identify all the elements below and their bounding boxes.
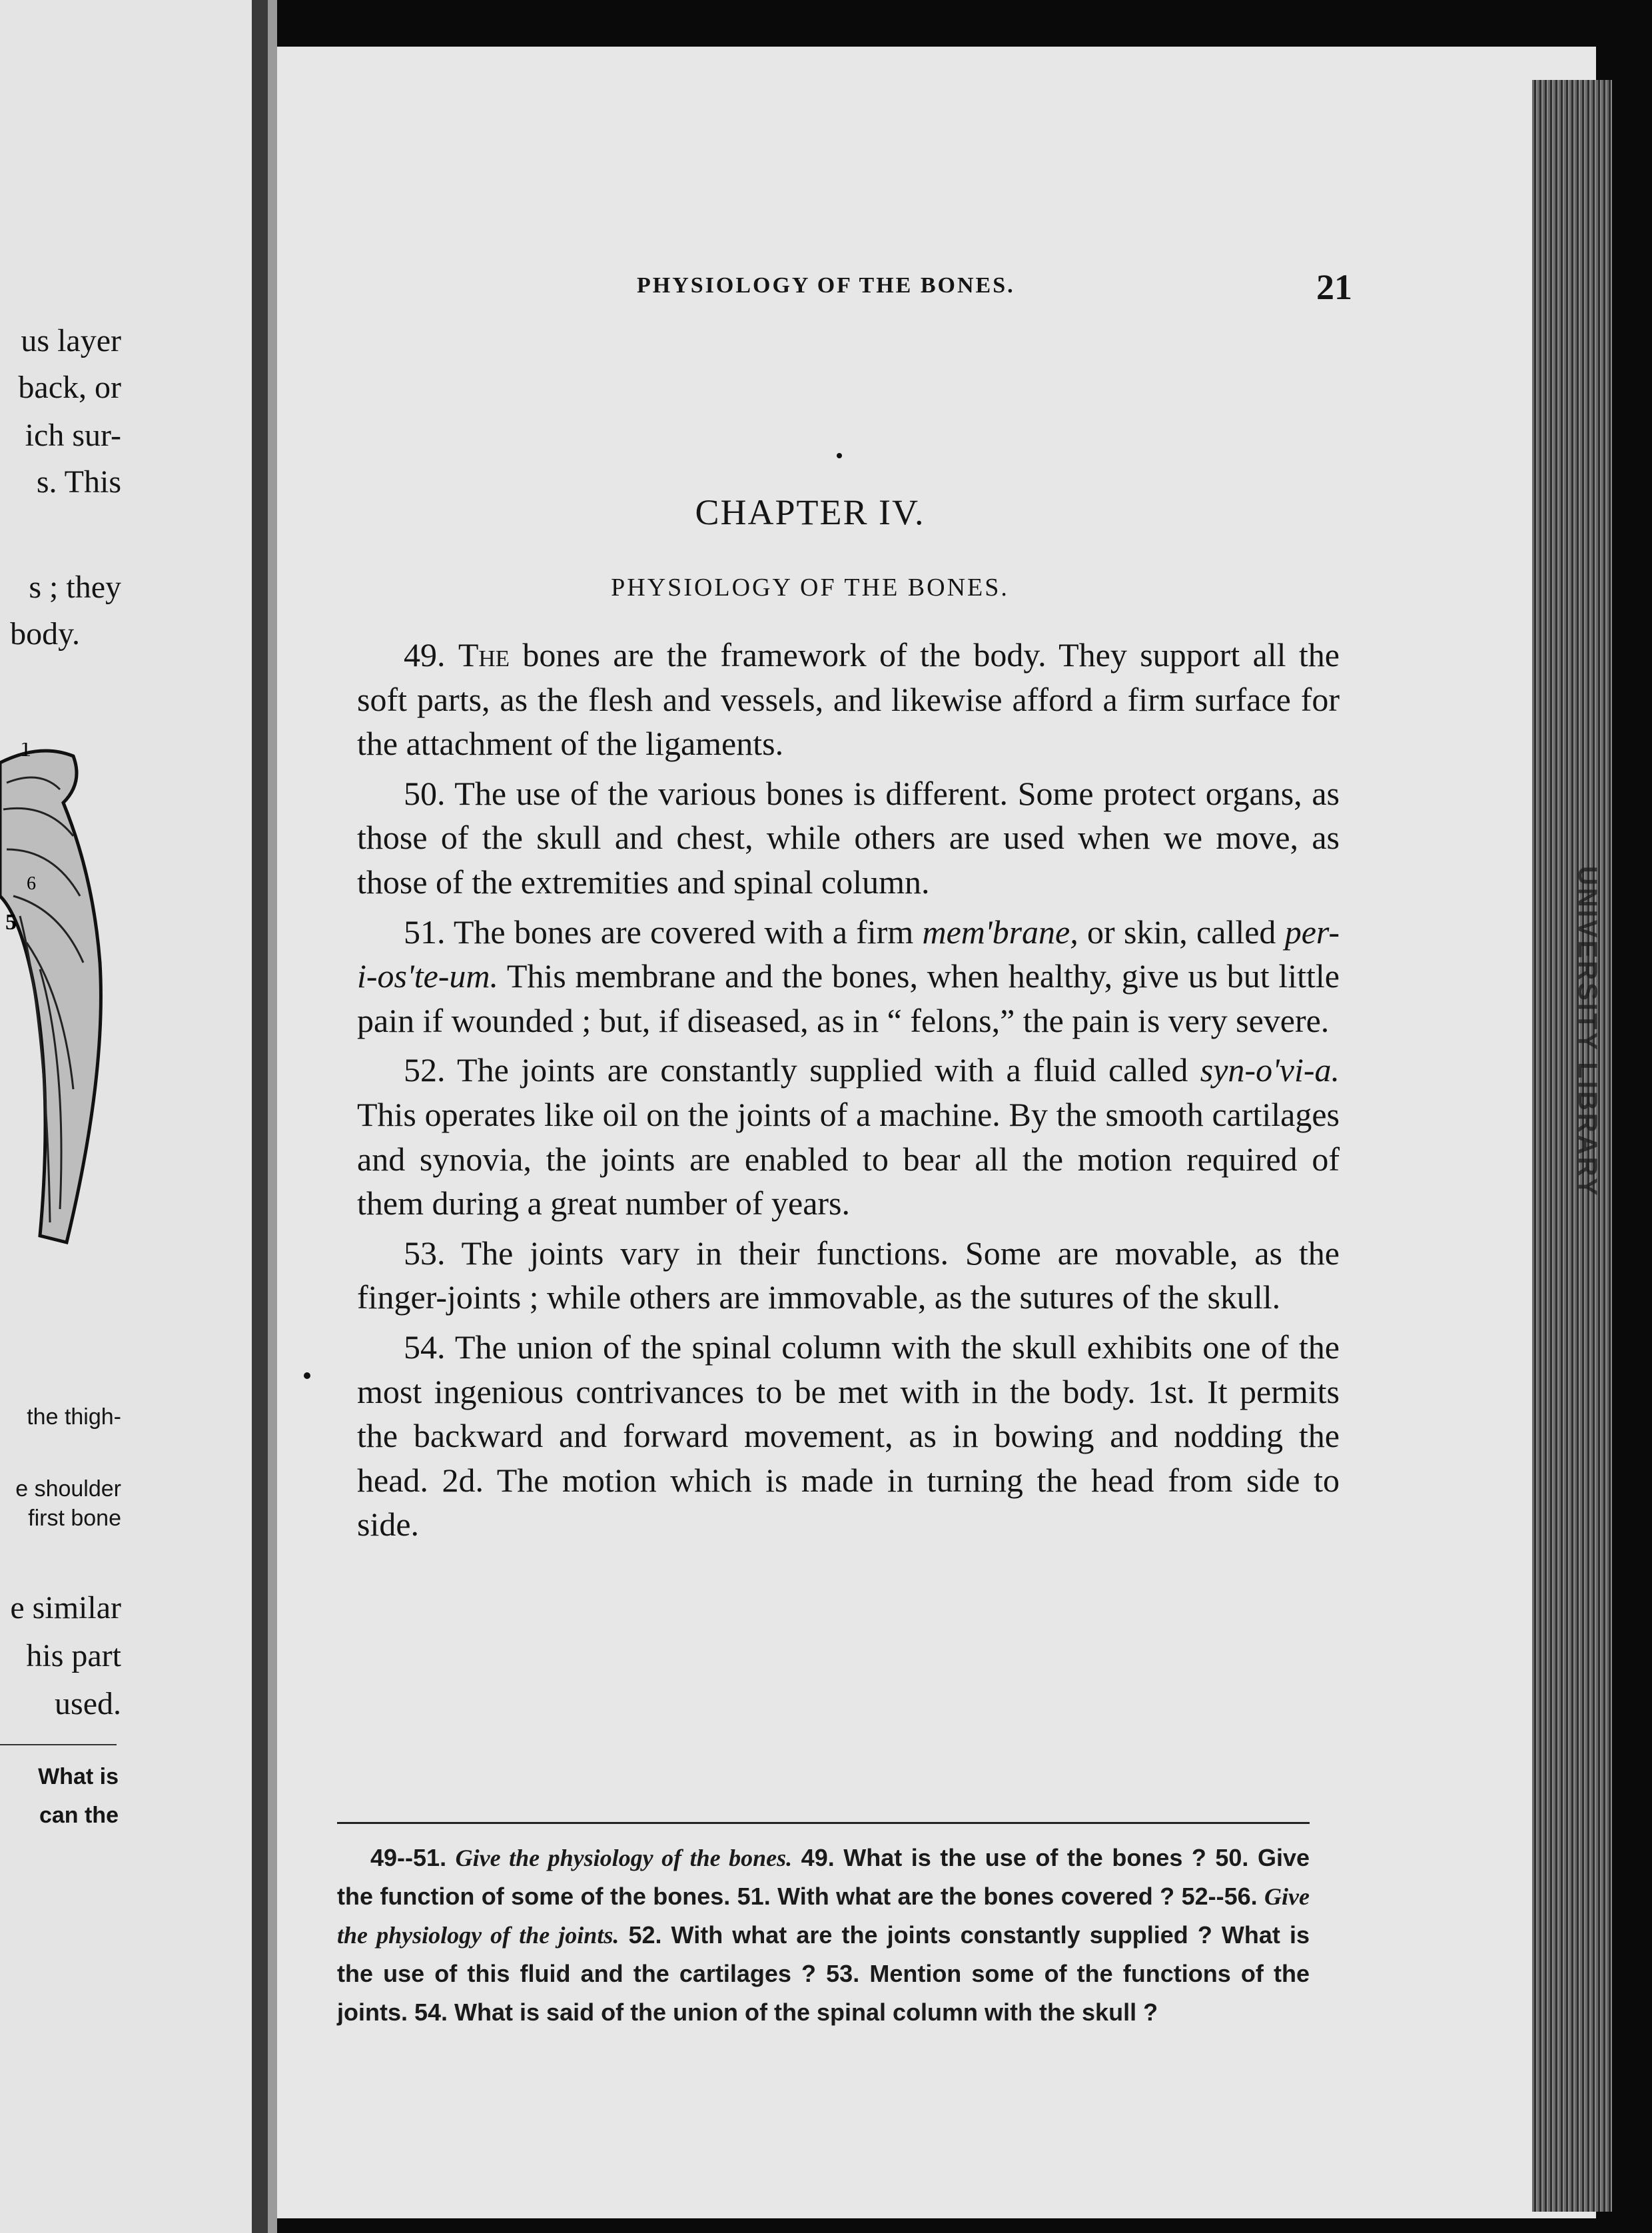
- paragraph-number: 54.: [404, 1328, 446, 1366]
- body-text: [357, 633, 1340, 1552]
- footnote-question-heading: Give the physiology of the joints.: [337, 1883, 1310, 1949]
- left-page-line: us layer: [21, 323, 121, 358]
- left-facing-page: [0, 0, 252, 2233]
- bone-joint-illustration: [0, 743, 133, 1249]
- running-head: PHYSIOLOGY OF THE BONES.: [637, 273, 1015, 298]
- left-footnote-line: What is: [38, 1764, 119, 1789]
- chapter-subtitle: PHYSIOLOGY OF THE BONES.: [611, 574, 1009, 602]
- paragraph-52: [357, 1048, 1340, 1225]
- paragraph-number: 52.: [404, 1051, 446, 1089]
- paragraph-text: bones are the framework of the body. They support all the soft parts, as the flesh and vessels, and likewise afford a firm surface for the attachment of the ligaments.: [357, 636, 1340, 763]
- paragraph-number: 50.: [404, 774, 446, 812]
- ink-speck: [837, 453, 842, 458]
- paragraph-text: This membrane and the bones, when healthy, give us but little pain if wounded ; but, if diseased, as in “ felons,” the pain is very severe.: [357, 957, 1340, 1039]
- paragraph-text: The joints are constantly supplied with a fluid called: [457, 1051, 1188, 1089]
- term-membrane: mem'brane,: [922, 913, 1078, 951]
- lead-word: The: [458, 636, 510, 673]
- figure-label: 6: [27, 873, 36, 894]
- anatomical-figure: [0, 743, 133, 1252]
- paragraph-number: 49.: [404, 636, 446, 673]
- term-periosteum: per-i-os'te-um.: [357, 913, 1340, 995]
- paragraph-number: 51.: [404, 913, 446, 951]
- paragraph-text: The union of the spinal column with the skull exhibits one of the most ingenious contrivances to be met with in the body. 1st. It permits the backward and forward movement, as in bowing and nodding the head. 2d. The motion which is made in turning the head from side to side.: [357, 1328, 1340, 1544]
- footnote-ref: 52--56.: [1181, 1883, 1258, 1910]
- gutter-shadow: [268, 0, 277, 2233]
- figure-caption-line: e shoulder: [15, 1476, 121, 1502]
- book-page: [277, 47, 1596, 2218]
- paragraph-49: [357, 633, 1340, 766]
- figure-caption-line: the thigh-: [27, 1404, 121, 1430]
- figure-caption-line: first bone: [28, 1506, 121, 1531]
- page-number: 21: [1316, 267, 1352, 307]
- left-page-footnote-rule: [0, 1744, 117, 1745]
- left-page-line: used.: [55, 1686, 121, 1721]
- term-synovia: syn-o'vi-a.: [1200, 1051, 1340, 1089]
- paragraph-53: [357, 1231, 1340, 1320]
- footnote-text: 52. With what are the joints constantly supplied ? What is the use of this fluid and the cartilages ? 53. Mention some of the functions of the joints. 54. What is said of the union of the spinal column with the skull ?: [337, 1921, 1310, 2026]
- left-footnote-line: can the: [39, 1803, 119, 1828]
- footnote-question-heading: Give the physiology of the bones.: [455, 1845, 793, 1871]
- footnote-questions: [337, 1839, 1310, 2032]
- figure-label: 1: [20, 743, 31, 761]
- paragraph-50: [357, 771, 1340, 905]
- left-page-line: s ; they: [29, 570, 121, 605]
- ink-speck: [304, 1372, 310, 1379]
- footnote-rule: [337, 1822, 1310, 1824]
- left-page-line: his part: [26, 1638, 121, 1673]
- paragraph-text: This operates like oil on the joints of a machine. By the smooth cartilages and synovia, the joints are enabled to bear all the motion required of them during a great number of years.: [357, 1095, 1340, 1222]
- paragraph-text: The use of the various bones is different. Some protect organs, as those of the skull and chest, while others are used when we move, as those of the extremities and spinal column.: [357, 774, 1340, 901]
- paragraph-text: or skin, called: [1087, 913, 1276, 951]
- left-page-line: e similar: [10, 1590, 121, 1625]
- paragraph-text: The bones are covered with a firm: [453, 913, 914, 951]
- footnote-text: 49. What is the use of the bones ? 50. Give the function of some of the bones. 51. With what are the bones covered ?: [337, 1844, 1310, 1910]
- library-stamp: UNIVERSITY LIBRARY: [1573, 866, 1602, 1198]
- chapter-title: CHAPTER IV.: [695, 492, 925, 532]
- paragraph-number: 53.: [404, 1234, 446, 1272]
- left-page-line: back, or: [18, 370, 121, 405]
- paragraph-51: [357, 910, 1340, 1043]
- left-page-line: ich sur-: [25, 418, 121, 453]
- left-page-line: body.: [10, 616, 80, 652]
- paragraph-text: The joints vary in their functions. Some are movable, as the finger-joints ; while others are immovable, as the sutures of the skull.: [357, 1234, 1340, 1316]
- book-gutter: [252, 0, 268, 2233]
- figure-label: 5: [5, 910, 17, 935]
- footnote-ref: 49--51.: [370, 1844, 447, 1871]
- footnote-paragraph: [337, 1839, 1310, 2032]
- left-page-line: s. This: [36, 464, 121, 500]
- paragraph-54: [357, 1325, 1340, 1547]
